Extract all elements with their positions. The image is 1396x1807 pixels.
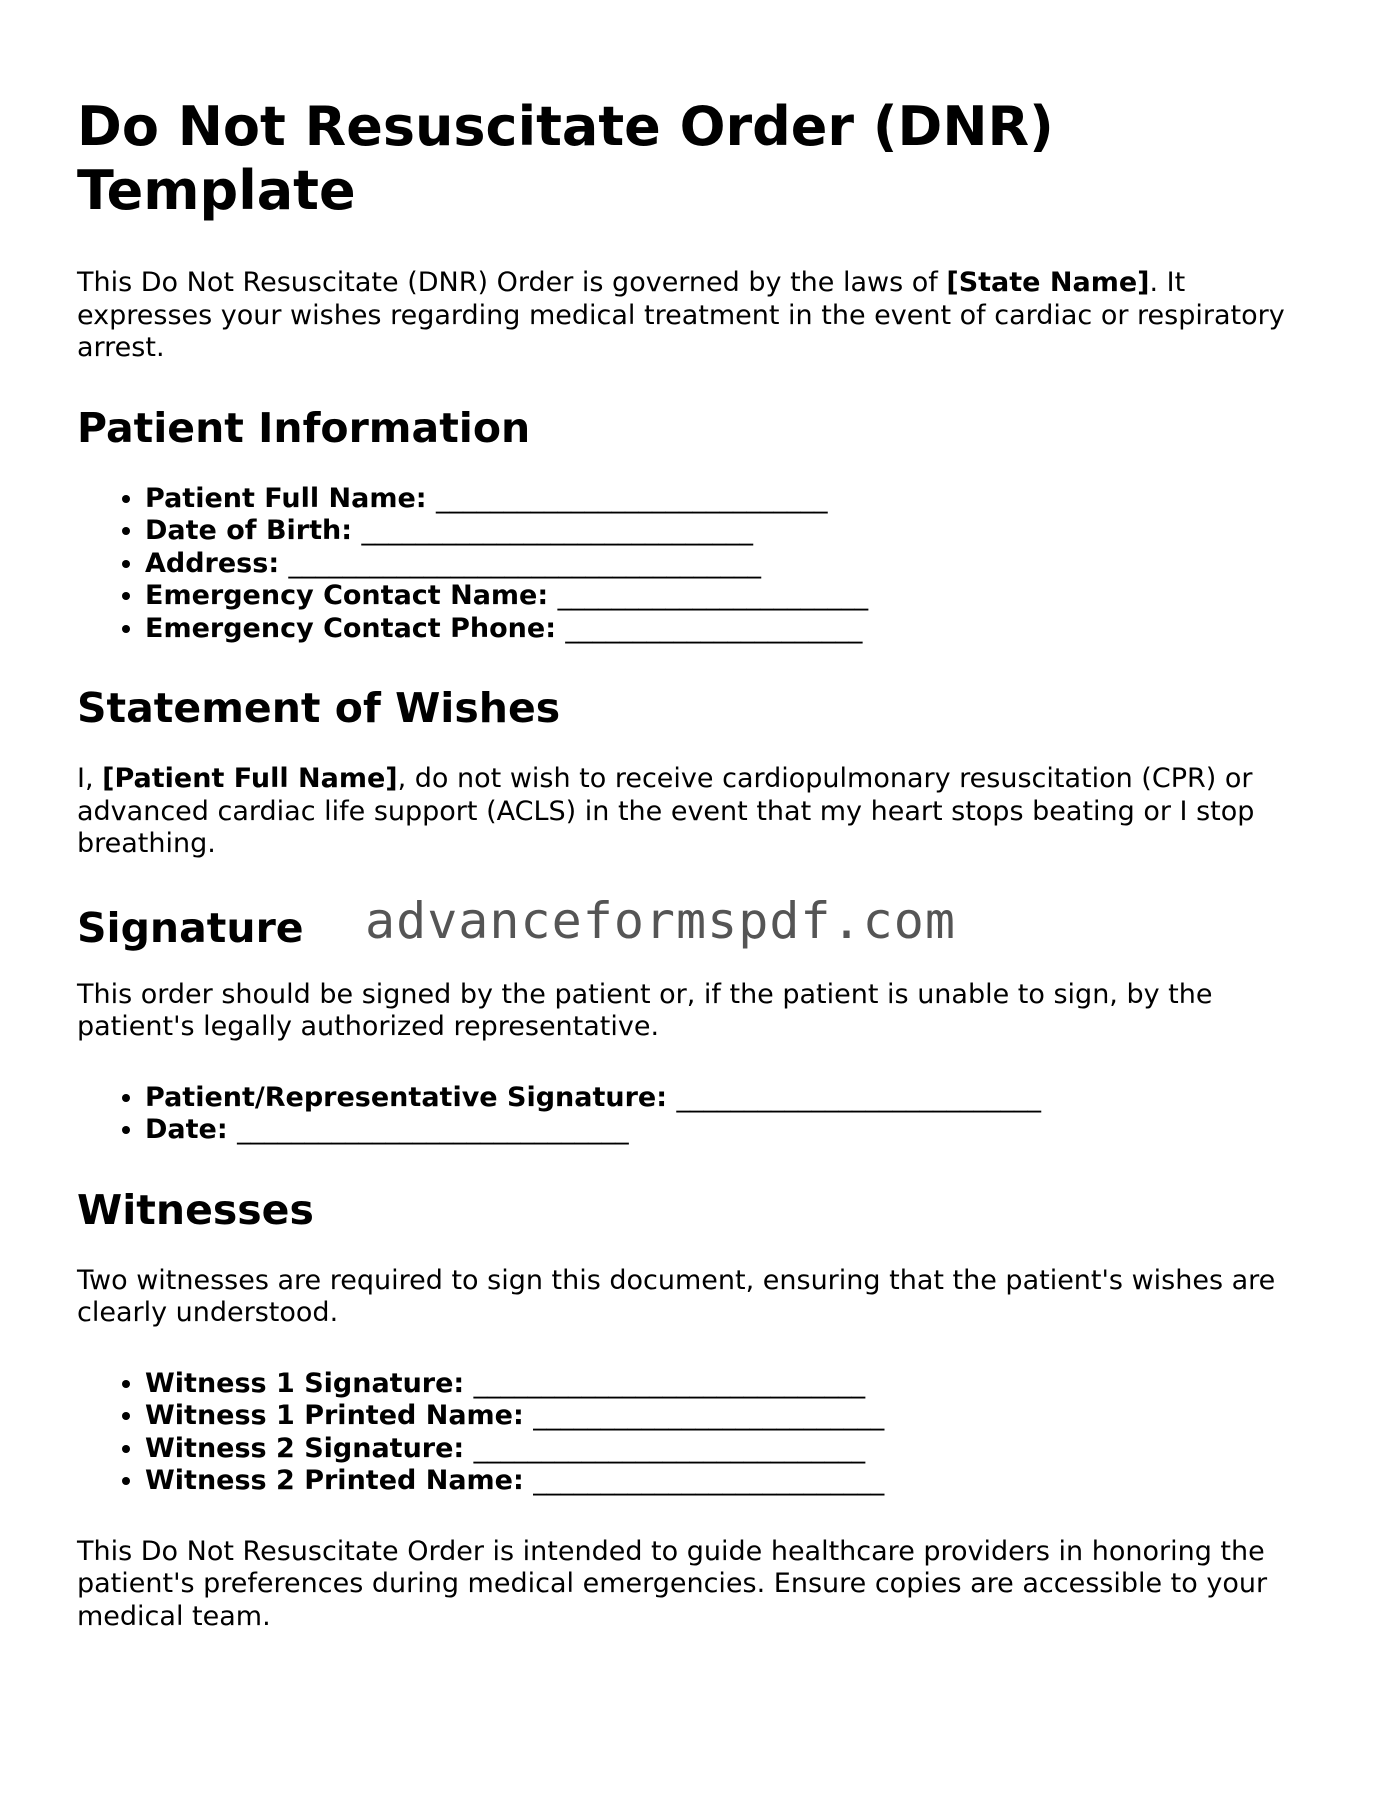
fill-in-blank[interactable]: _____________________________: [473, 1367, 866, 1399]
state-name-placeholder: [State Name]: [946, 267, 1150, 298]
signature-list: [77, 1082, 1327, 1147]
wishes-text-start: I,: [77, 763, 103, 794]
fill-in-blank[interactable]: ___________________________________: [288, 547, 762, 579]
watermark: advanceformspdf.com: [365, 891, 956, 950]
field-emergency-contact-name: [145, 580, 1327, 613]
fill-in-blank[interactable]: ___________________________: [676, 1081, 1041, 1113]
witnesses-paragraph: Two witnesses are required to sign this document, ensuring that the patient's wishes are clearly understood.: [77, 1264, 1276, 1328]
fill-in-blank[interactable]: _____________________________: [473, 1432, 866, 1464]
document-page: [77, 95, 1327, 1671]
closing-paragraph: This Do Not Resuscitate Order is intended to guide healthcare providers in honoring the patient's preferences during medical emergencies. Ensure copies are accessible to your medical team.: [77, 1535, 1268, 1632]
fill-in-blank[interactable]: _____________________________: [361, 515, 753, 546]
field-witness-2-printed-name: [145, 1465, 1327, 1498]
patient-name-placeholder: [Patient Full Name]: [102, 763, 398, 794]
witnesses-heading: Witnesses: [77, 1185, 314, 1234]
field-patient-signature: [145, 1082, 1327, 1115]
wishes-text-end: , do not wish to receive cardiopulmonary resuscitation (CPR) or advanced cardiac life support (ACLS) in the event that my heart stops beating or I stop breathing.: [77, 763, 1255, 859]
signature-heading-row: [77, 891, 1327, 952]
fill-in-blank[interactable]: _____________________________: [237, 1114, 629, 1145]
fill-in-blank[interactable]: __________________________: [533, 1465, 885, 1496]
field-label: Emergency Contact Name:: [145, 580, 549, 611]
field-signature-date: [145, 1114, 1327, 1147]
field-label: Date:: [145, 1114, 228, 1145]
field-emergency-contact-phone: [145, 613, 1327, 646]
field-label: Date of Birth:: [145, 515, 353, 546]
patient-info-list: [77, 483, 1327, 646]
field-label: Witness 2 Printed Name:: [145, 1465, 524, 1496]
field-label: Witness 1 Signature:: [145, 1367, 465, 1399]
patient-info-heading: Patient Information: [77, 403, 531, 452]
intro-text-end: . It expresses your wishes regarding medical treatment in the event of cardiac or respiratory arrest.: [77, 267, 1285, 363]
fill-in-blank[interactable]: __________________________: [533, 1400, 885, 1431]
fill-in-blank[interactable]: ______________________: [565, 612, 863, 644]
field-label: Witness 2 Signature:: [145, 1432, 465, 1464]
statement-of-wishes-heading: Statement of Wishes: [77, 684, 561, 732]
page-title: Do Not Resuscitate Order (DNR) Template: [77, 95, 1054, 222]
field-label: Emergency Contact Phone:: [145, 612, 556, 644]
field-label: Witness 1 Printed Name:: [145, 1400, 524, 1431]
field-witness-2-signature: [145, 1433, 1327, 1466]
field-patient-full-name: [145, 483, 1327, 516]
intro-text-start: This Do Not Resuscitate (DNR) Order is governed by the laws of: [77, 267, 947, 298]
field-label: Address:: [145, 547, 280, 579]
field-date-of-birth: [145, 515, 1327, 548]
signature-heading: Signature: [77, 903, 304, 952]
intro-paragraph: [77, 267, 1327, 365]
fill-in-blank[interactable]: _____________________________: [435, 482, 828, 514]
wishes-paragraph: [77, 763, 1327, 861]
witnesses-list: [77, 1368, 1327, 1498]
field-label: Patient Full Name:: [145, 482, 427, 514]
field-witness-1-printed-name: [145, 1400, 1327, 1433]
field-witness-1-signature: [145, 1368, 1327, 1401]
field-label: Patient/Representative Signature:: [145, 1081, 668, 1113]
fill-in-blank[interactable]: _______________________: [557, 580, 869, 611]
field-address: [145, 548, 1327, 581]
signature-paragraph: This order should be signed by the patient or, if the patient is unable to sign, by the patient's legally authorized representative.: [77, 978, 1213, 1042]
